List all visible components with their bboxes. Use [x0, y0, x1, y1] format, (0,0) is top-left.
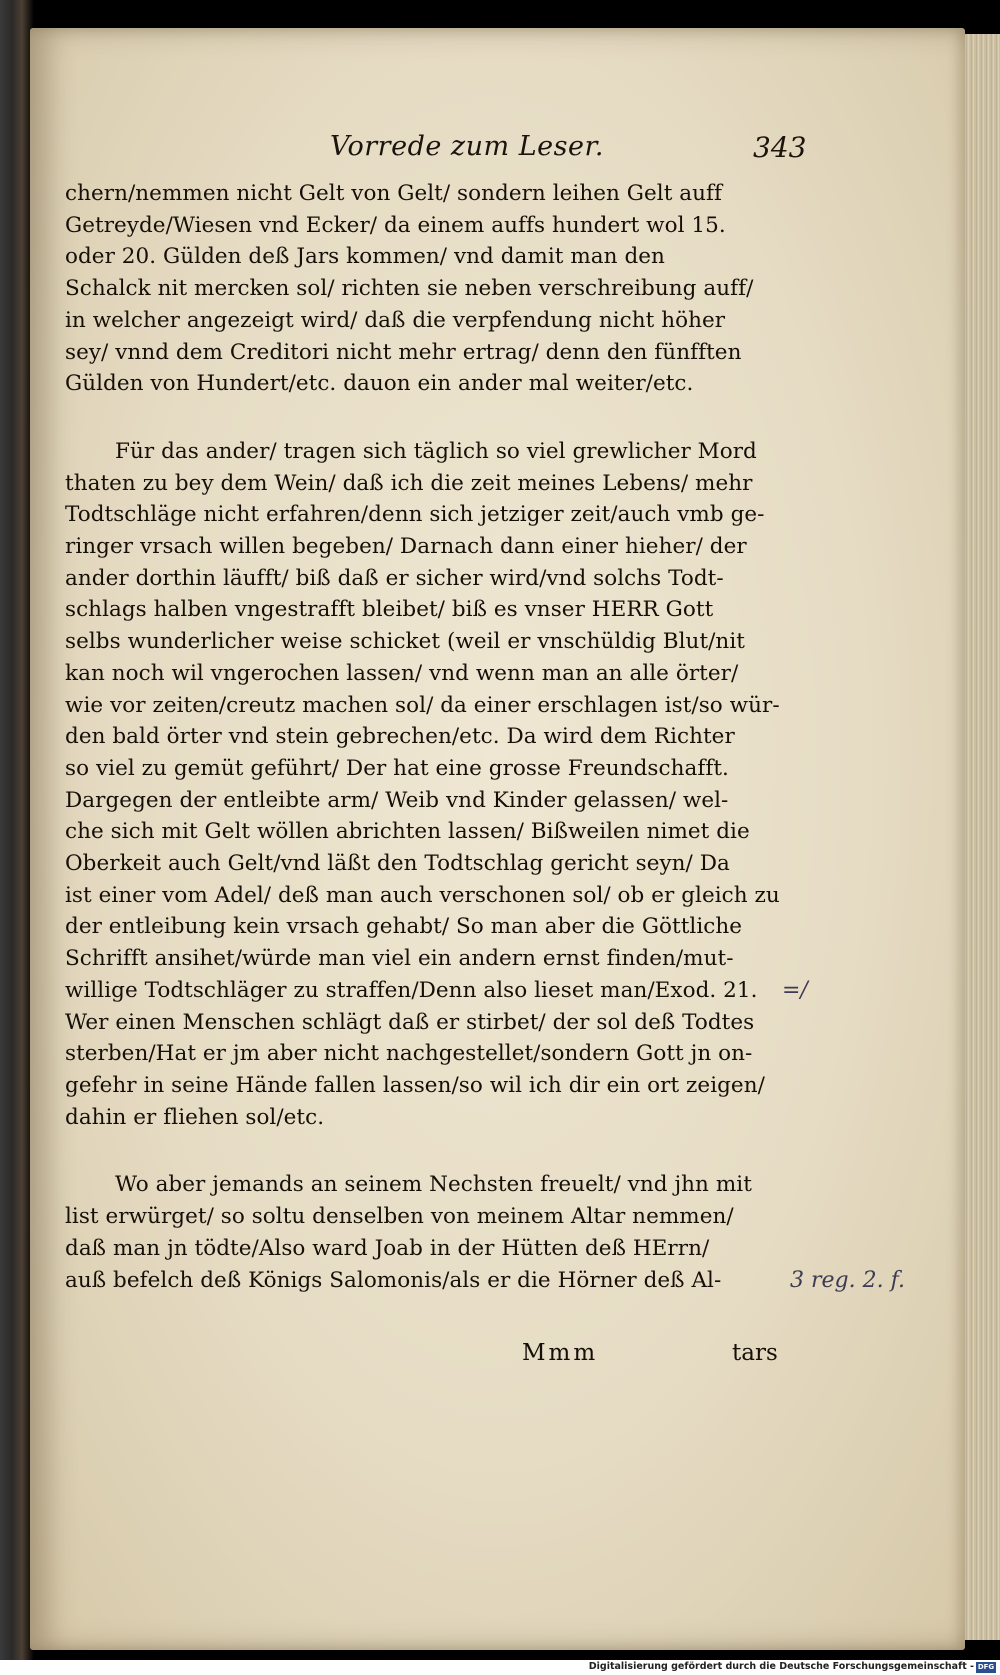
paragraph-spacer: [65, 400, 780, 436]
text-line: Todtschläge nicht erfahren/denn sich jetziger zeit/auch vmb ge-: [65, 502, 765, 528]
text-line: daß man jn tödte/Also ward Joab in der Hütten deß HErrn/: [65, 1235, 710, 1261]
text-line: Wo aber jemands an seinem Nechsten freuelt/ vnd jhn mit: [115, 1172, 752, 1198]
text-line: Dargegen der entleibte arm/ Weib vnd Kinder gelassen/ wel-: [65, 787, 729, 813]
page-number: 343: [753, 131, 807, 164]
text-line: dahin er fliehen sol/etc.: [65, 1104, 325, 1130]
text-line: ander dorthin läufft/ biß daß er sicher wird/vnd solchs Todt-: [65, 565, 724, 591]
text-line: Schalck nit mercken sol/ richten sie neben verschreibung auff/: [65, 276, 754, 302]
book-page: [30, 28, 965, 1650]
text-line: willige Todtschläger zu straffen/Denn also lieset man/Exod. 21.: [65, 977, 758, 1003]
paragraph-2: [65, 436, 780, 1133]
catchword: tars: [732, 1340, 778, 1366]
text-line: schlags halben vngestrafft bleibet/ biß es vnser HERR Gott: [65, 597, 714, 623]
text-line: oder 20. Gülden deß Jars kommen/ vnd damit man den: [65, 244, 665, 270]
body-text: [65, 178, 780, 1296]
marginal-annotation: =/: [782, 978, 808, 1003]
text-line: der entleibung kein vrsach gehabt/ So man aber die Göttliche: [65, 914, 743, 940]
paragraph-1: [65, 178, 780, 400]
text-line: Für das ander/ tragen sich täglich so viel grewlicher Mord: [115, 438, 757, 464]
text-line: thaten zu bey dem Wein/ daß ich die zeit meines Lebens/ mehr: [65, 470, 753, 496]
text-line: Getreyde/Wiesen vnd Ecker/ da einem auffs hundert wol 15.: [65, 212, 726, 238]
text-line: list erwürget/ so soltu denselben von meinem Altar nemmen/: [65, 1204, 734, 1230]
text-line: ist einer vom Adel/ deß man auch verschonen sol/ ob er gleich zu: [65, 882, 780, 908]
catchline: [30, 1340, 965, 1380]
text-line: chern/nemmen nicht Gelt von Gelt/ sondern leihen Gelt auff: [65, 181, 723, 206]
dfg-logo: DFG: [977, 1663, 995, 1671]
text-line: Schrifft ansihet/würde man viel ein andern ernst finden/mut-: [65, 946, 734, 972]
text-line: kan noch wil vngerochen lassen/ vnd wenn man an alle örter/: [65, 660, 739, 686]
text-line: che sich mit Gelt wöllen abrichten lassen/ Bißweilen nimet die: [65, 819, 750, 845]
book-fore-edge: [965, 34, 1000, 1640]
paragraph-3: [65, 1169, 780, 1296]
digitization-credit: Digitalisierung gefördert durch die Deutsche Forschungsgemeinschaft -: [588, 1661, 974, 1672]
signature-mark: Mmm: [522, 1340, 599, 1366]
text-line: in welcher angezeigt wird/ daß die verpfendung nicht höher: [65, 307, 726, 333]
text-line: selbs wunderlicher weise schicket (weil er vnschüldig Blut/nit: [65, 629, 745, 655]
text-line: auß befelch deß Königs Salomonis/als er die Hörner deß Al-: [65, 1267, 722, 1293]
paragraph-spacer: [65, 1133, 780, 1169]
text-line: Gülden von Hundert/etc. dauon ein ander mal weiter/etc.: [65, 371, 694, 397]
text-line: den bald örter vnd stein gebrechen/etc. Da wird dem Richter: [65, 724, 735, 750]
marginal-annotation: 3 reg. 2. f.: [790, 1268, 905, 1293]
text-line: wie vor zeiten/creutz machen sol/ da einer erschlagen ist/so wür-: [65, 692, 780, 718]
text-line: sterben/Hat er jm aber nicht nachgestellet/sondern Gott jn on-: [65, 1041, 753, 1067]
text-line: Oberkeit auch Gelt/vnd läßt den Todtschlag gericht seyn/ Da: [65, 851, 730, 877]
page-header: [30, 131, 965, 171]
text-line: gefehr in seine Hände fallen lassen/so wil ich dir ein ort zeigen/: [65, 1072, 765, 1098]
running-title: Vorrede zum Leser.: [330, 131, 604, 162]
text-line: Wer einen Menschen schlägt daß er stirbet/ der sol deß Todtes: [65, 1009, 755, 1035]
text-line: ringer vrsach willen begeben/ Darnach dann einer hieher/ der: [65, 534, 747, 560]
text-line: so viel zu gemüt geführt/ Der hat eine grosse Freundschafft.: [65, 755, 729, 781]
footer-bar: [0, 1660, 1000, 1675]
text-line: sey/ vnnd dem Creditori nicht mehr ertrag/ denn den fünfften: [65, 339, 742, 365]
